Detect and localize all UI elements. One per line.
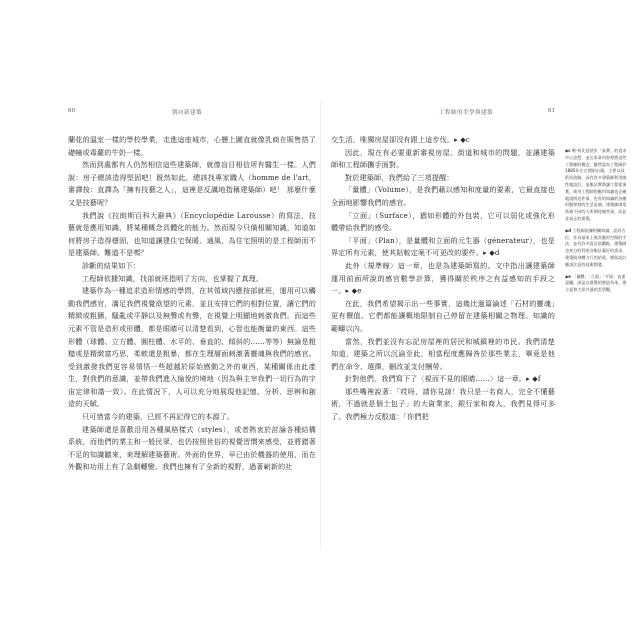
left-page [68,108,316,538]
paragraph: 「平面」（Plan），是量體和立面的元生器（génerateur），也是界定所有元素，使其貼較定案不可更改的要件。▸ ◆d [331,235,555,258]
paragraph: 對於建築師，我們給了三項提醒： [345,172,454,182]
paragraph: 交生活，唯獨房屋卻沒有跟上這步伐。▸ ◆c [331,135,470,144]
note-marker: ◆d [565,227,572,233]
sidebar-note [565,228,627,269]
paragraph: 針對他們，我們寫下了〈視而不見的眼睛……〉這一章。▸ ◆f [345,374,541,384]
left-running-title: 朝向新建築 [172,110,203,116]
note-text: 「量體」「立面」「平面」表達意圖，該是以建築的營造為本，建立起和大眾共通的美學觀， [565,273,627,293]
note-marker: ◆e [565,273,571,279]
paragraph: 然而到處都有人仍然相信這些建築師，就像盲目相信所有醫生一樣。人們說：房子總該造得堅固吧！既然如此，總該找專家職人（homme de l'art，審譯按：直譯為「擁有技藝之人」，這裡是反諷地指稱建築師）吧！ 那麼什麼又是技藝呢？ [68,160,316,207]
paragraph: 建築師還是喜歡沿用各種風格樣式（styles），或者熱衷於討論各種結構系統，而他們的業主和一般民眾，也仍按照世俗的視覺習慣來感受，並將錯著不足的知識聽來，來理解建築藝術。外面的世界，早已由於機器的使用，而在外觀和功用上有了急劇轉變。我們也擁有了全新的視野，過著嶄新的社 [68,424,316,472]
paragraph: 那些嘴裡說著：「哎呀，請你見諒！我只是一名商人，完全不懂藝術，不過就是個土包子」的大資業家，銀行家和商人，我們見得可多了。我們極力反駁道：「你們把 [331,386,555,422]
sidebar-notes [565,148,627,299]
note-text: 勒·柯比意甚於「真實」的追求中心思想，並在本章內容裡將這些工程師的概念，雖然認為工程師於1885年左右開始出頭，主要以技術為依歸，而有許多建築師利用感性地設計，並無法實際讓工程從事實，使用工程師的應用知識也正確地說明這件事，也有的知識的各種形態和營的生活步調，建築師則常常被不同的人所期待做些事，而並非真正的建築。 [565,148,627,221]
right-running-title: 工程師的美學與建築 [439,110,494,116]
sidebar-note [565,148,627,223]
paragraph: 工程師依據知識，找部就班指明了方向，也掌握了真理。 [82,273,264,283]
paragraph: 只可惜當今的建築，已經不再記得它的本源了。 [82,412,235,422]
paragraph: 我們說《拉朗斯百科大辭典》（Encyclopédie Larousse）的寫法，技藝就是應用知識，將某種概念具體化的能力。然而現今只備相關知識，知道如何將房子造得穩固，也知道讓建住宅保暖、通風，為住宅照明的是工程師而不是建築師。難道不是嗎？ [68,210,316,258]
note-text: 工程師依據相關知識，認為方位，作為基本上與其應用空間的手法，並有許多設計依觀點，建築師也充分的利用各類計畫好的需求，建築與身體力行的結果，開始設計應該注意的技術開發。 [565,227,627,267]
sidebar-note [565,274,627,294]
left-running-head [68,108,316,120]
right-running-head [331,108,555,120]
paragraph: 此外〈規準線〉這一章，也是為建築師寫的。文中指出讓建築師運用前面所說的感官數學計算，獲得關於秩序之有益感知的手段之一。▸ ◆e [331,260,555,296]
paragraph: 在此，我們希望揭示出一些事實，這幾比過篇論述「石材的靈魂」更有價值。它們都能讓概地限制自己停留在建築相關之物理、知識的範疇以內。 [331,298,555,333]
right-page-number: 61 [548,108,555,114]
paragraph: 診斷的結果如下： [82,260,140,270]
note-marker: ◆c [565,148,571,153]
paragraph: 「量體」（Volume），是我們藉以感知和度量的要素，它最直接也全面地影響我們的感官。 [331,185,555,207]
right-page-body [331,134,555,424]
left-page-body [68,134,316,474]
paragraph: 因此，現在有必要重新審視房屋、街道和城市的問題，並讓建築師和工程師攜手面對。 [331,147,555,170]
left-page-number: 60 [68,108,75,114]
right-page [331,108,555,538]
paragraph: 建築作為一種追求造形情感的學問，在其領域內應按部就班，運用可以觸動我們感官，滿足我們視覺欲望的元素，並且安排它們的相對位置，讓它們的精緻或粗獷，騷亂或平靜以及無聲或有聲，在視覺上明顯地刺激我們。而這些元素不管是造形或形體，都是眼睛可以清楚看到，心智也能衡量的東西。這些形體（球體、立方體、圓柱體、水平的、垂直的、傾斜的……等等）無論是粗糙或是精緻富巧思，柔軟還是粗暴，都在生理層面刺激著靈魂與我們的感官。受到激發我們更容易領悟一些超越於原始感動之外的東西，某種關係由此產生，對我們的意識，並帶我們進入愉悅的境地（因為與主宰我們一切行為的宇宙定律和諧一致）。在此情況下，人可以充分地展現他記憶、分析、思辨和創造的天賦。 [68,286,316,409]
paragraph: 蘭花的溫室一樣的學校學業，走進這座城市，心懸上圖直就像乳商在販售搭了礎幢或毒蘿的牛奶一樣。 [68,135,316,157]
page-gutter [320,100,321,550]
paragraph: 當然，我們並沒有忘記房屋裡的居民和城鎮裡的市民。我們清楚知道，建築之所以沉淪至此，相當程度應歸咎於那些業主，畢竟是他們在命令、選擇，刪改並支付酬勞。 [331,336,555,371]
paragraph: 「立面」（Surface），猶如形體的外包裝，它可以弱化或強化形體帶給我們的感受。 [331,210,555,233]
